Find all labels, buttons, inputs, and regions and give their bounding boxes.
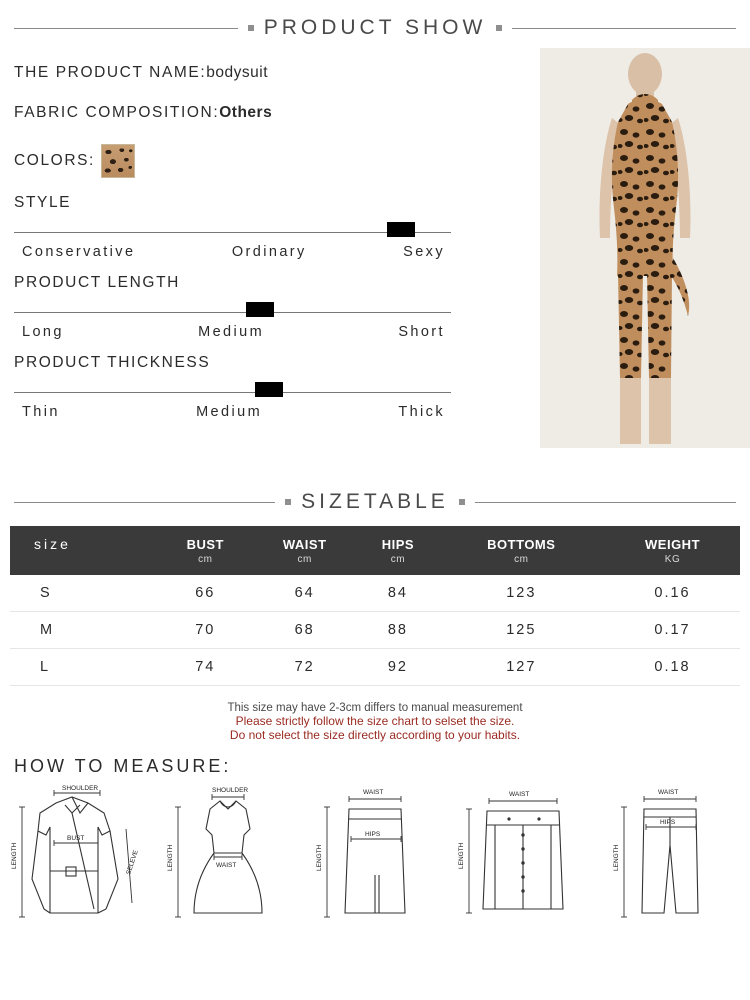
cell-waist: 68 bbox=[251, 612, 358, 649]
option-thin: Thin bbox=[22, 404, 60, 420]
table-row bbox=[10, 649, 740, 686]
cell-bottoms: 123 bbox=[438, 575, 605, 612]
cell-waist: 64 bbox=[251, 575, 358, 612]
header-bust: BUST bbox=[159, 526, 251, 554]
square-bullet-icon bbox=[285, 499, 291, 505]
svg-text:WAIST: WAIST bbox=[363, 789, 384, 796]
attribute-style-bar bbox=[14, 220, 469, 238]
cell-bust: 70 bbox=[159, 612, 251, 649]
unit-bust: cm bbox=[159, 554, 251, 575]
shorts-figure bbox=[453, 783, 593, 933]
shirt-figure bbox=[10, 783, 150, 933]
unit-weight: KG bbox=[605, 554, 740, 575]
cell-bust: 66 bbox=[159, 575, 251, 612]
colors-label: COLORS: bbox=[14, 152, 95, 169]
svg-text:LENGTH: LENGTH bbox=[166, 844, 174, 871]
svg-text:SHOULDER: SHOULDER bbox=[211, 787, 248, 794]
square-bullet-icon bbox=[496, 25, 502, 31]
model-photo bbox=[540, 48, 750, 448]
svg-text:HIPS: HIPS bbox=[660, 819, 676, 826]
note-line-1: This size may have 2-3cm differs to manual measurement bbox=[227, 702, 523, 714]
unit-size bbox=[10, 554, 159, 575]
attribute-style-marker bbox=[387, 222, 415, 237]
header-hips: HIPS bbox=[358, 526, 437, 554]
attribute-style-title: STYLE bbox=[14, 194, 72, 211]
rule-right bbox=[512, 28, 736, 29]
attribute-thickness-title: PRODUCT THICKNESS bbox=[14, 354, 211, 371]
rule-right bbox=[475, 502, 736, 503]
square-bullet-icon bbox=[459, 499, 465, 505]
attribute-thickness-marker bbox=[255, 382, 283, 397]
rule-left bbox=[14, 502, 275, 503]
svg-text:WAIST: WAIST bbox=[508, 791, 529, 798]
table-row bbox=[10, 612, 740, 649]
option-thick: Thick bbox=[398, 404, 445, 420]
attribute-product-length bbox=[14, 274, 469, 340]
cell-weight: 0.18 bbox=[605, 649, 740, 686]
unit-waist: cm bbox=[251, 554, 358, 575]
unit-hips: cm bbox=[358, 554, 437, 575]
rule-left bbox=[14, 28, 238, 29]
size-table-header-row bbox=[10, 526, 740, 554]
attribute-length-bar bbox=[14, 300, 469, 318]
svg-text:WAIST: WAIST bbox=[658, 789, 679, 796]
cell-weight: 0.16 bbox=[605, 575, 740, 612]
product-name-label: THE PRODUCT NAME: bbox=[14, 64, 207, 81]
colors-line bbox=[14, 144, 469, 178]
leopard-print-swatch[interactable] bbox=[101, 144, 135, 178]
pants-figure bbox=[600, 783, 740, 933]
option-ordinary: Ordinary bbox=[231, 244, 307, 260]
svg-text:LENGTH: LENGTH bbox=[316, 844, 323, 871]
scale-line bbox=[14, 232, 451, 233]
cell-size: M bbox=[10, 612, 159, 649]
header-waist: WAIST bbox=[251, 526, 358, 554]
option-medium: Medium bbox=[198, 324, 265, 340]
measure-figures bbox=[0, 777, 750, 933]
product-name-line bbox=[14, 64, 469, 82]
size-table-head bbox=[10, 526, 740, 575]
cell-size: L bbox=[10, 649, 159, 686]
cell-hips: 88 bbox=[358, 612, 437, 649]
header-weight: WEIGHT bbox=[605, 526, 740, 554]
attribute-product-thickness bbox=[14, 354, 469, 420]
attribute-length-title: PRODUCT LENGTH bbox=[14, 274, 180, 291]
section-title: PRODUCT SHOW bbox=[263, 16, 487, 39]
fabric-value: Others bbox=[219, 104, 273, 121]
attribute-style-options bbox=[14, 238, 469, 260]
option-conservative: Conservative bbox=[22, 244, 136, 260]
dress-figure bbox=[158, 783, 298, 933]
svg-text:SHOULDER: SHOULDER bbox=[62, 785, 99, 792]
scale-line bbox=[14, 392, 451, 393]
cell-waist: 72 bbox=[251, 649, 358, 686]
fabric-composition-line bbox=[14, 104, 469, 122]
attribute-thickness-bar bbox=[14, 380, 469, 398]
svg-text:HIPS: HIPS bbox=[365, 831, 381, 838]
skirt-figure bbox=[305, 783, 445, 933]
table-row bbox=[10, 575, 740, 612]
header-bottoms: BOTTOMS bbox=[438, 526, 605, 554]
cell-bottoms: 127 bbox=[438, 649, 605, 686]
attribute-thickness-options bbox=[14, 398, 469, 420]
product-info-section bbox=[0, 64, 750, 484]
square-bullet-icon bbox=[248, 25, 254, 31]
attribute-length-marker bbox=[246, 302, 274, 317]
svg-text:WAIST: WAIST bbox=[215, 862, 236, 869]
option-long: Long bbox=[22, 324, 64, 340]
scale-line bbox=[14, 312, 451, 313]
product-name-value: bodysuit bbox=[206, 64, 268, 81]
cell-bottoms: 125 bbox=[438, 612, 605, 649]
option-short: Short bbox=[398, 324, 445, 340]
svg-text:LENGTH: LENGTH bbox=[613, 844, 620, 871]
size-table bbox=[10, 526, 740, 686]
product-show-heading bbox=[0, 16, 750, 40]
size-notes bbox=[10, 702, 740, 742]
option-medium: Medium bbox=[196, 404, 263, 420]
size-table-body bbox=[10, 575, 740, 686]
cell-hips: 92 bbox=[358, 649, 437, 686]
svg-text:SELEVE: SELEVE bbox=[125, 849, 140, 876]
sizetable-heading bbox=[0, 490, 750, 514]
section-title: SIZETABLE bbox=[301, 490, 449, 513]
cell-hips: 84 bbox=[358, 575, 437, 612]
cell-weight: 0.17 bbox=[605, 612, 740, 649]
cell-bust: 74 bbox=[159, 649, 251, 686]
size-table-units-row bbox=[10, 554, 740, 575]
unit-bottoms: cm bbox=[438, 554, 605, 575]
cell-size: S bbox=[10, 575, 159, 612]
size-table-wrapper bbox=[0, 526, 750, 742]
option-sexy: Sexy bbox=[403, 244, 445, 260]
svg-text:LENGTH: LENGTH bbox=[457, 842, 465, 869]
header-size: size bbox=[10, 526, 159, 554]
svg-text:BUST: BUST bbox=[67, 835, 85, 842]
attribute-style bbox=[14, 194, 469, 260]
note-line-2: Please strictly follow the size chart to selset the size. bbox=[235, 714, 515, 728]
attribute-length-options bbox=[14, 318, 469, 340]
how-to-measure-title: HOW TO MEASURE: bbox=[14, 756, 232, 776]
svg-text:LENGTH: LENGTH bbox=[11, 842, 18, 869]
product-info-left bbox=[14, 64, 469, 420]
fabric-label: FABRIC COMPOSITION: bbox=[14, 104, 220, 121]
note-line-3: Do not select the size directly according to your habits. bbox=[229, 728, 521, 742]
